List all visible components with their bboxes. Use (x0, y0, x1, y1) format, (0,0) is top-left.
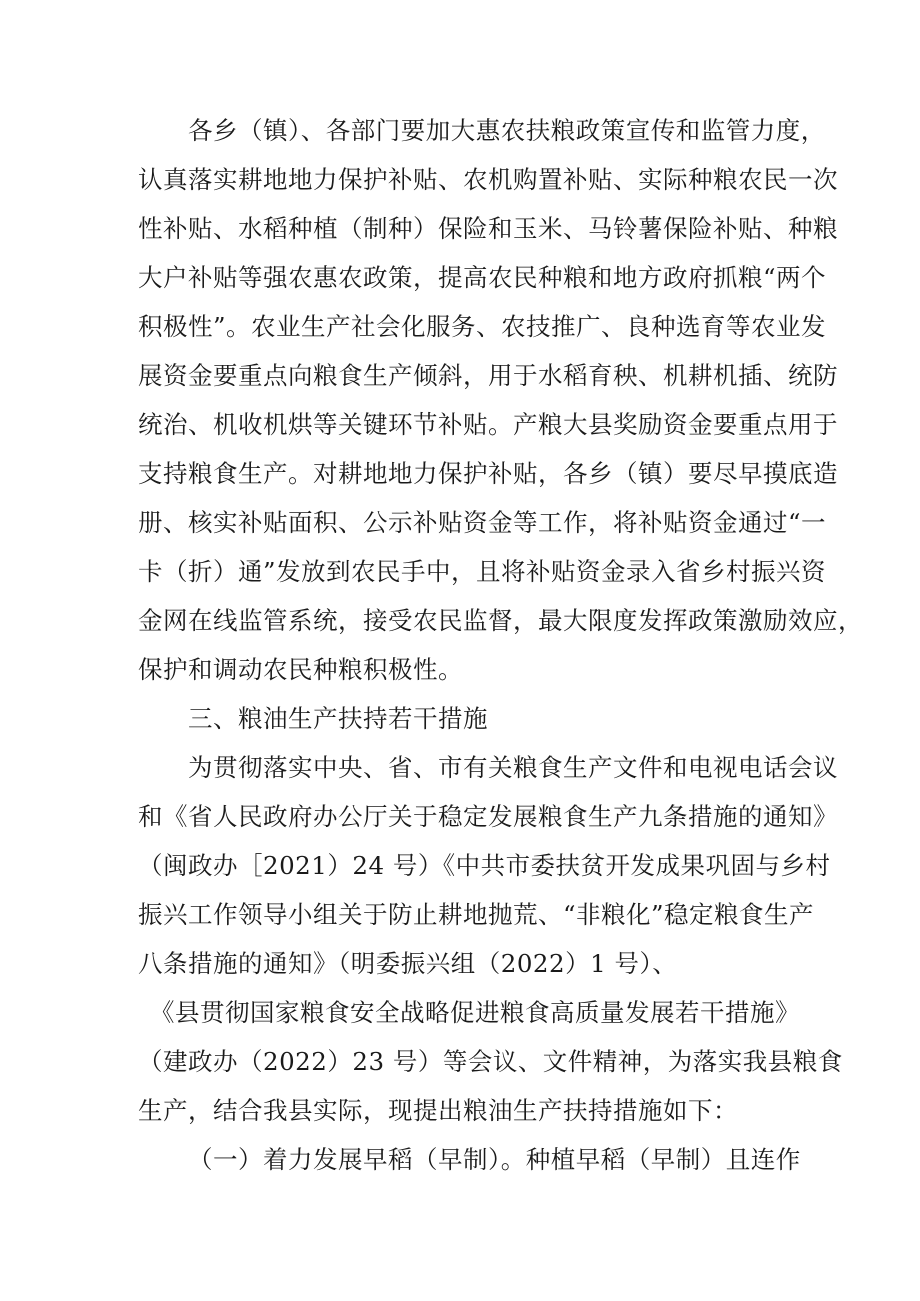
paragraph-line: 册、核实补贴面积、公示补贴资金等工作，将补贴资金通过“一 (138, 508, 827, 537)
paragraph-line: 《县贯彻国家粮食安全战略促进粮食高质量发展若干措施》 (150, 998, 800, 1027)
paragraph-line: 支持粮食生产。对耕地地力保护补贴，各乡（镇）要尽早摸底造 (138, 459, 838, 488)
paragraph-line: 振兴工作领导小组关于防止耕地抛荒、“非粮化”稳定粮食生产 (138, 900, 815, 929)
paragraph-line: 大户补贴等强农惠农政策，提高农民种粮和地方政府抓粮“两个 (138, 263, 827, 292)
paragraph-line: 积极性”。农业生产社会化服务、农技推广、良种选育等农业发 (138, 312, 827, 341)
paragraph-line: 性补贴、水稻种植（制种）保险和玉米、马铃薯保险补贴、种粮 (138, 214, 838, 243)
paragraph-line: 统治、机收机烘等关键环节补贴。产粮大县奖励资金要重点用于 (138, 410, 838, 439)
paragraph-line: 金网在线监管系统，接受农民监督，最大限度发挥政策激励效应， (138, 606, 863, 635)
section-heading: 三、粮油生产扶持若干措施 (188, 704, 488, 733)
paragraph-line: 卡（折）通”发放到农民手中，且将补贴资金录入省乡村振兴资 (138, 557, 827, 586)
paragraph-line: （建政办（2022）23 号）等会议、文件精神，为落实我县粮食 (138, 1047, 843, 1076)
paragraph-line: 为贯彻落实中央、省、市有关粮食生产文件和电视电话会议 (188, 753, 838, 782)
paragraph-line: 和《省人民政府办公厅关于稳定发展粮食生产九条措施的通知》 (138, 802, 838, 831)
subsection-heading: （一）着力发展早稻（早制）。种植早稻（早制）且连作 (188, 1145, 801, 1174)
paragraph-line: 展资金要重点向粮食生产倾斜，用于水稻育秧、机耕机插、统防 (138, 361, 838, 390)
paragraph-line: 各乡（镇）、各部门要加大惠农扶粮政策宣传和监管力度， (188, 116, 826, 145)
paragraph-line: 认真落实耕地地力保护补贴、农机购置补贴、实际种粮农民一次 (138, 165, 838, 194)
paragraph-line: 八条措施的通知》（明委振兴组（2022）1 号）、 (138, 949, 678, 978)
paragraph-line: 生产，结合我县实际，现提出粮油生产扶持措施如下： (138, 1096, 738, 1125)
paragraph-line: （闽政办［2021）24 号）《中共市委扶贫开发成果巩固与乡村 (138, 851, 831, 880)
paragraph-line: 保护和调动农民种粮积极性。 (138, 655, 463, 684)
